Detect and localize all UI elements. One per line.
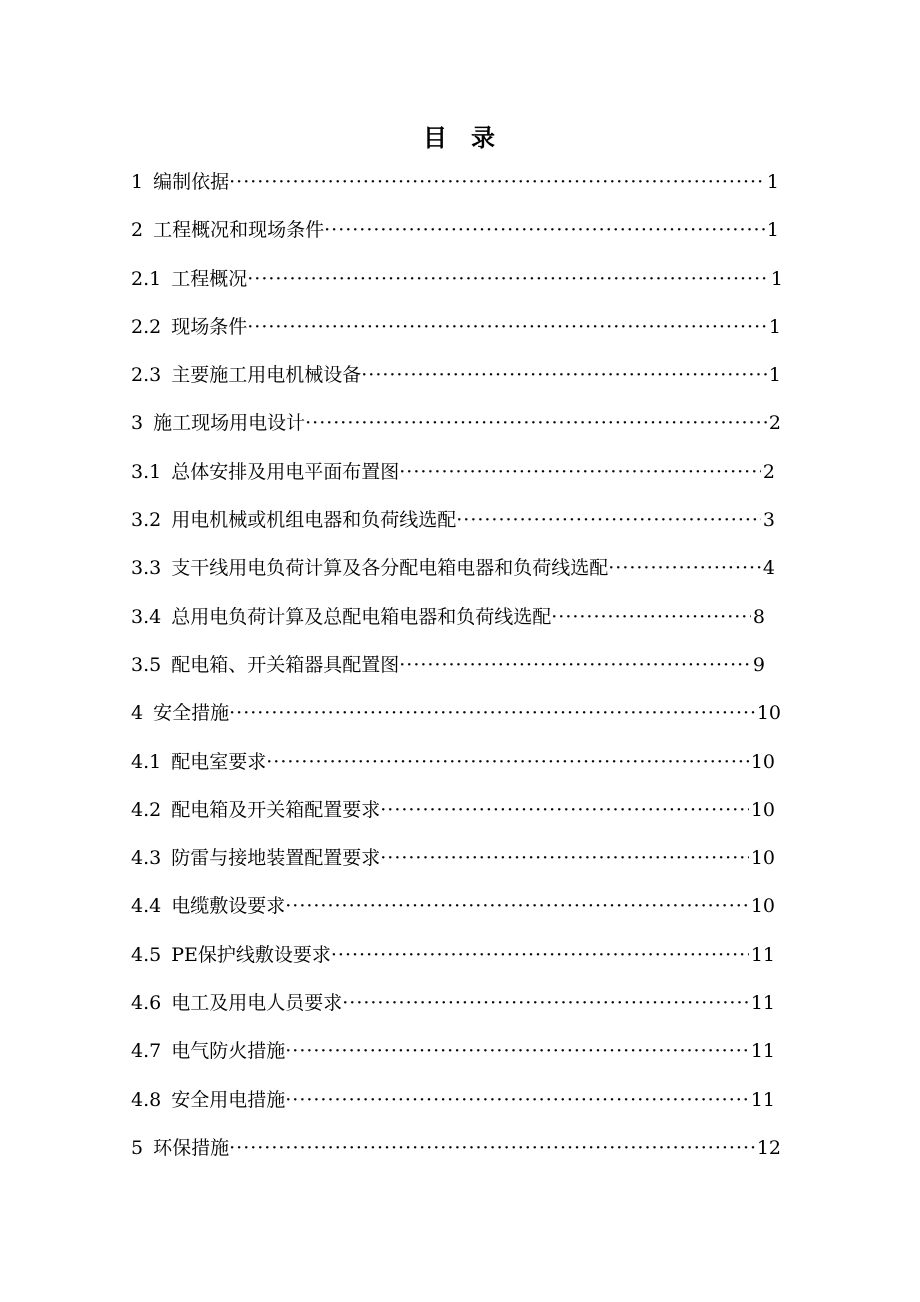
- toc-entry-number: 4.8: [131, 1088, 162, 1111]
- toc-entry-page-number: 1: [766, 219, 779, 242]
- toc-entry[interactable]: [131, 937, 811, 985]
- toc-dot-leader: [456, 502, 761, 538]
- toc-entry-title: 配电室要求: [171, 750, 267, 773]
- toc-entry-title: 电气防火措施: [171, 1040, 286, 1063]
- toc-entry-number: 2.1: [131, 267, 162, 290]
- toc-entry-page-number: 1: [766, 171, 779, 193]
- toc-entry-row: [131, 1033, 811, 1069]
- toc-entry-title: 总用电负荷计算及总配电箱电器和负荷线选配: [171, 605, 552, 628]
- toc-entry-row: [131, 744, 811, 780]
- toc-entry-page-number: 11: [750, 1040, 775, 1063]
- toc-entry-number: 4.6: [131, 992, 162, 1015]
- toc-dot-leader: [266, 744, 749, 780]
- toc-entry-number: 3.3: [131, 557, 162, 580]
- toc-dot-leader: [380, 792, 749, 828]
- toc-dot-leader: [399, 647, 751, 683]
- toc-entry-row: [131, 454, 811, 490]
- toc-entry-page-number: 10: [750, 750, 775, 773]
- toc-entry-page-number: 9: [752, 653, 765, 676]
- toc-dot-leader: [342, 985, 749, 1021]
- toc-dot-leader: [247, 261, 769, 297]
- toc-entry-row: [131, 647, 811, 683]
- toc-entry-page-number: 11: [750, 943, 775, 966]
- toc-entry[interactable]: [131, 840, 811, 888]
- toc-entry[interactable]: [131, 888, 811, 936]
- toc-dot-leader: [285, 1033, 749, 1069]
- toc-entry-page-number: 8: [752, 605, 765, 628]
- toc-heading-char-1: 目: [423, 123, 449, 152]
- toc-entry-page-number: 1: [768, 364, 781, 387]
- toc-entry-title: PE保护线敷设要求: [171, 943, 331, 966]
- toc-entry-title: 主要施工用电机械设备: [171, 364, 362, 387]
- toc-entry-page-number: 11: [750, 1088, 775, 1111]
- toc-dot-leader: [285, 1082, 749, 1118]
- toc-entry[interactable]: [131, 1082, 811, 1130]
- toc-entry-number: 4.4: [131, 895, 162, 918]
- toc-entry-page-number: 1: [770, 267, 783, 290]
- toc-entry-number: 1: [131, 171, 144, 193]
- toc-entry-title: 支干线用电负荷计算及各分配电箱电器和负荷线选配: [171, 557, 609, 580]
- toc-dot-leader: [229, 1130, 755, 1166]
- toc-entry-number: 4.1: [131, 750, 162, 773]
- toc-dot-leader: [285, 888, 749, 924]
- toc-entry-title: 总体安排及用电平面布置图: [171, 460, 400, 483]
- toc-entry-title: 安全用电措施: [171, 1088, 286, 1111]
- toc-entry-number: 4.2: [131, 798, 162, 821]
- toc-entry-title: 环保措施: [153, 1136, 230, 1159]
- toc-dot-leader: [608, 550, 761, 586]
- toc-heading-char-2: 录: [471, 123, 497, 152]
- toc-entry-page-number: 10: [750, 798, 775, 821]
- toc-entry-page-number: 1: [768, 315, 781, 338]
- toc-entry-page-number: 10: [750, 895, 775, 918]
- toc-entry-number: 3.1: [131, 460, 162, 483]
- toc-dot-leader: [229, 695, 755, 731]
- toc-dot-leader: [551, 599, 751, 635]
- toc-entry[interactable]: [131, 1033, 811, 1081]
- toc-dot-leader: [247, 309, 767, 345]
- toc-entry-row: [131, 985, 811, 1021]
- toc-entry[interactable]: [131, 502, 811, 550]
- toc-entry-row: [131, 599, 811, 635]
- toc-entry-title: 电缆敷设要求: [171, 895, 286, 918]
- toc-entry-title: 配电箱及开关箱配置要求: [171, 798, 381, 821]
- toc-dot-leader: [229, 164, 765, 200]
- toc-entry-title: 现场条件: [171, 315, 248, 338]
- toc-entry-title: 施工现场用电设计: [153, 412, 306, 435]
- toc-entry-page-number: 11: [750, 992, 775, 1015]
- toc-entry[interactable]: [131, 357, 811, 405]
- toc-entry-page-number: 2: [768, 412, 781, 435]
- toc-entry-number: 3.5: [131, 653, 162, 676]
- toc-entry-page-number: 4: [762, 557, 775, 580]
- toc-entry[interactable]: [131, 695, 811, 743]
- toc-entry-number: 2.3: [131, 364, 162, 387]
- toc-entry[interactable]: [131, 261, 811, 309]
- toc-entry-number: 5: [131, 1136, 144, 1159]
- toc-entry-title: 工程概况和现场条件: [153, 219, 325, 242]
- toc-entry-title: 编制依据: [153, 171, 230, 193]
- toc-entry-title: 工程概况: [171, 267, 248, 290]
- toc-entry[interactable]: [131, 309, 811, 357]
- toc-entry-title: 电工及用电人员要求: [171, 992, 343, 1015]
- toc-entry-row: [131, 550, 811, 586]
- toc-entry[interactable]: [131, 164, 811, 212]
- toc-entry-number: 4.7: [131, 1040, 162, 1063]
- toc-entry-page-number: 10: [756, 702, 781, 725]
- toc-entry-row: [131, 888, 811, 924]
- toc-entry-row: [131, 357, 811, 393]
- toc-entry-row: [131, 840, 811, 876]
- toc-entry-title: 配电箱、开关箱器具配置图: [171, 653, 400, 676]
- toc-entry[interactable]: [131, 1130, 811, 1178]
- toc-entry-number: 3.2: [131, 509, 162, 532]
- toc-entry-number: 4.3: [131, 847, 162, 870]
- toc-entry-page-number: 12: [756, 1136, 781, 1159]
- toc-heading: [0, 118, 920, 153]
- toc-list: [131, 164, 811, 1178]
- toc-entry-page-number: 3: [762, 509, 775, 532]
- toc-entry-title: 用电机械或机组电器和负荷线选配: [171, 509, 457, 532]
- toc-entry-row: [131, 261, 811, 297]
- toc-entry[interactable]: [131, 454, 811, 502]
- toc-dot-leader: [380, 840, 749, 876]
- toc-entry-row: [131, 309, 811, 345]
- toc-entry-row: [131, 212, 811, 248]
- toc-entry-number: 3.4: [131, 605, 162, 628]
- toc-entry[interactable]: [131, 985, 811, 1033]
- toc-entry[interactable]: [131, 599, 811, 647]
- toc-dot-leader: [361, 357, 767, 393]
- toc-entry-number: 2.2: [131, 315, 162, 338]
- toc-entry-number: 2: [131, 219, 144, 242]
- toc-entry[interactable]: [131, 405, 811, 453]
- toc-entry[interactable]: [131, 792, 811, 840]
- toc-entry-row: [131, 1082, 811, 1118]
- toc-dot-leader: [399, 454, 761, 490]
- toc-entry[interactable]: [131, 212, 811, 260]
- toc-entry-row: [131, 937, 811, 973]
- toc-entry-page-number: 2: [762, 460, 775, 483]
- toc-entry-row: [131, 164, 811, 200]
- toc-entry-row: [131, 792, 811, 828]
- toc-dot-leader: [305, 405, 767, 441]
- toc-entry-row: [131, 405, 811, 441]
- toc-entry-row: [131, 1130, 811, 1166]
- toc-entry-row: [131, 502, 811, 538]
- toc-entry[interactable]: [131, 744, 811, 792]
- toc-entry[interactable]: [131, 550, 811, 598]
- toc-entry[interactable]: [131, 647, 811, 695]
- toc-entry-title: 安全措施: [153, 702, 230, 725]
- toc-entry-row: [131, 695, 811, 731]
- toc-dot-leader: [331, 937, 749, 973]
- toc-entry-number: 4.5: [131, 943, 162, 966]
- toc-dot-leader: [324, 212, 765, 248]
- toc-entry-page-number: 10: [750, 847, 775, 870]
- toc-entry-number: 4: [131, 702, 144, 725]
- toc-entry-title: 防雷与接地装置配置要求: [171, 847, 381, 870]
- toc-entry-number: 3: [131, 412, 144, 435]
